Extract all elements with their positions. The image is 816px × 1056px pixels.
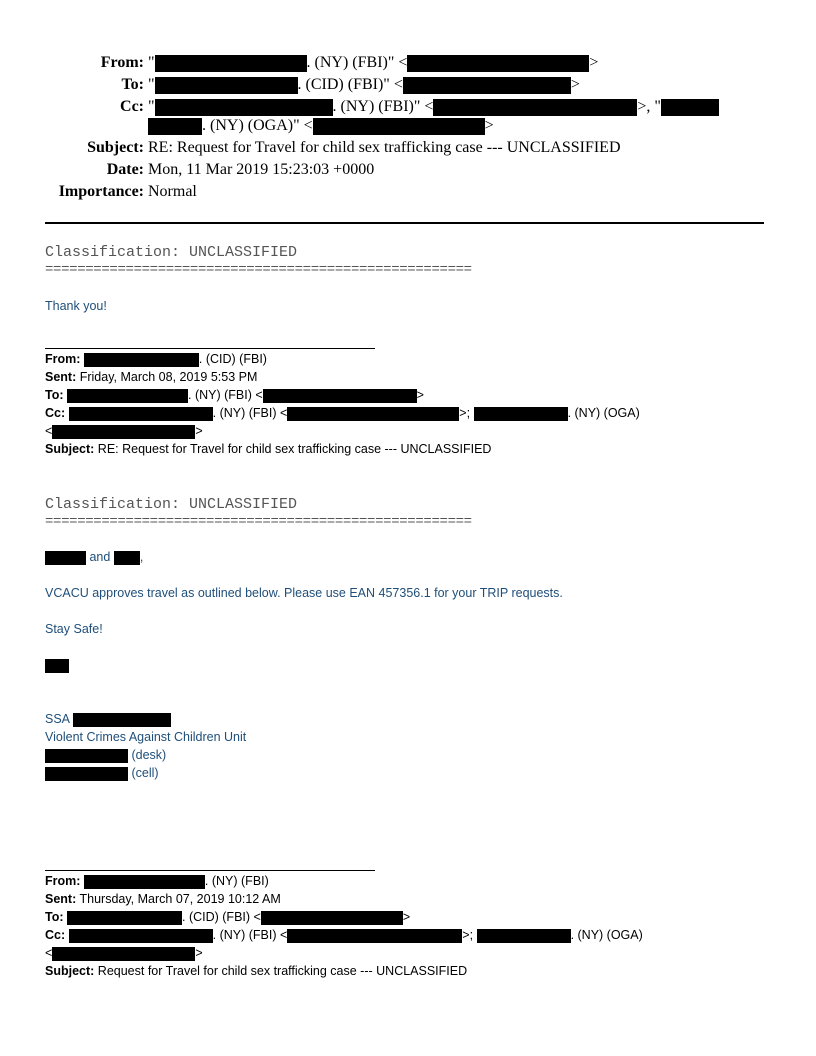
redaction: [263, 389, 417, 403]
signature-unit: Violent Crimes Against Children Unit: [45, 730, 247, 744]
separator-line: [45, 870, 375, 871]
stay-safe-text: Stay Safe!: [45, 622, 103, 636]
msg1-subject-line: Subject: RE: Request for Travel for child sex trafficking case --- UNCLASSIFIED: [45, 442, 492, 456]
classification-banner: Classification: UNCLASSIFIED: [45, 496, 298, 513]
signature-desk: (desk): [45, 748, 166, 763]
redaction: [474, 407, 568, 421]
redaction: [73, 713, 171, 727]
msg1-sent-line: Sent: Friday, March 08, 2019 5:53 PM: [45, 370, 258, 384]
subject-value: RE: Request for Travel for child sex trafficking case --- UNCLASSIFIED: [148, 139, 621, 156]
redaction: [45, 551, 86, 565]
redaction: [67, 911, 182, 925]
to-value: " . (CID) (FBI)" < >: [148, 76, 580, 93]
msg1-cc-line: Cc: . (NY) (FBI) < >; . (NY) (OGA): [45, 406, 640, 420]
signature-ssa: SSA: [45, 712, 171, 727]
cc-value-line2: . (NY) (OGA)" < >: [148, 117, 494, 135]
redaction: [45, 659, 69, 673]
redaction: [69, 407, 213, 421]
redaction: [114, 551, 140, 565]
redaction: [433, 99, 637, 116]
msg2-from-line: From: . (NY) (FBI): [45, 874, 269, 888]
separator-line: [45, 348, 375, 349]
to-label: To:: [121, 76, 144, 93]
redaction: [661, 99, 719, 116]
redaction: [313, 118, 485, 135]
msg2-subject-line: Subject: Request for Travel for child sex trafficking case --- UNCLASSIFIED: [45, 964, 468, 978]
redaction: [155, 77, 298, 94]
redaction: [155, 99, 333, 116]
header-divider: [45, 222, 764, 224]
date-label: Date:: [106, 161, 144, 178]
thanks-text: Thank you!: [45, 299, 107, 313]
msg2-to-line: To: . (CID) (FBI) < >: [45, 910, 411, 924]
approval-text: VCACU approves travel as outlined below. Please use EAN 457356.1 for your TRIP requests.: [45, 586, 563, 600]
subject-label: Subject:: [87, 139, 144, 156]
redaction: [45, 767, 128, 781]
redaction: [69, 929, 213, 943]
importance-label: Importance:: [58, 183, 144, 200]
redaction: [84, 875, 205, 889]
msg1-from-line: From: . (CID) (FBI): [45, 352, 267, 366]
from-label: From:: [100, 54, 144, 71]
redaction: [155, 55, 307, 72]
redaction: [67, 389, 188, 403]
msg1-to-line: To: . (NY) (FBI) < >: [45, 388, 424, 402]
redaction: [407, 55, 589, 72]
redaction: [287, 407, 459, 421]
msg2-cc-line: Cc: . (NY) (FBI) < >; . (NY) (OGA): [45, 928, 643, 942]
importance-value: Normal: [148, 183, 197, 200]
redaction: [52, 947, 195, 961]
msg1-cc-line2: < >: [45, 424, 203, 438]
redaction: [52, 425, 195, 439]
date-value: Mon, 11 Mar 2019 15:23:03 +0000: [148, 161, 375, 178]
redaction: [261, 911, 403, 925]
greeting: and ,: [45, 550, 143, 565]
cc-label: Cc:: [120, 98, 144, 115]
msg2-cc-line2: < >: [45, 946, 203, 960]
equals-divider: =====================================================: [45, 514, 472, 530]
redaction: [148, 118, 202, 135]
msg2-sent-line: Sent: Thursday, March 07, 2019 10:12 AM: [45, 892, 281, 906]
equals-divider: =====================================================: [45, 262, 472, 278]
cc-value: " . (NY) (FBI)" < >, ": [148, 98, 719, 116]
redaction: [84, 353, 199, 367]
signature-cell: (cell): [45, 766, 159, 781]
redaction: [477, 929, 571, 943]
redaction: [45, 749, 128, 763]
classification-banner: Classification: UNCLASSIFIED: [45, 244, 298, 261]
from-value: " . (NY) (FBI)" < >: [148, 54, 599, 71]
redaction: [287, 929, 462, 943]
redaction: [403, 77, 571, 94]
